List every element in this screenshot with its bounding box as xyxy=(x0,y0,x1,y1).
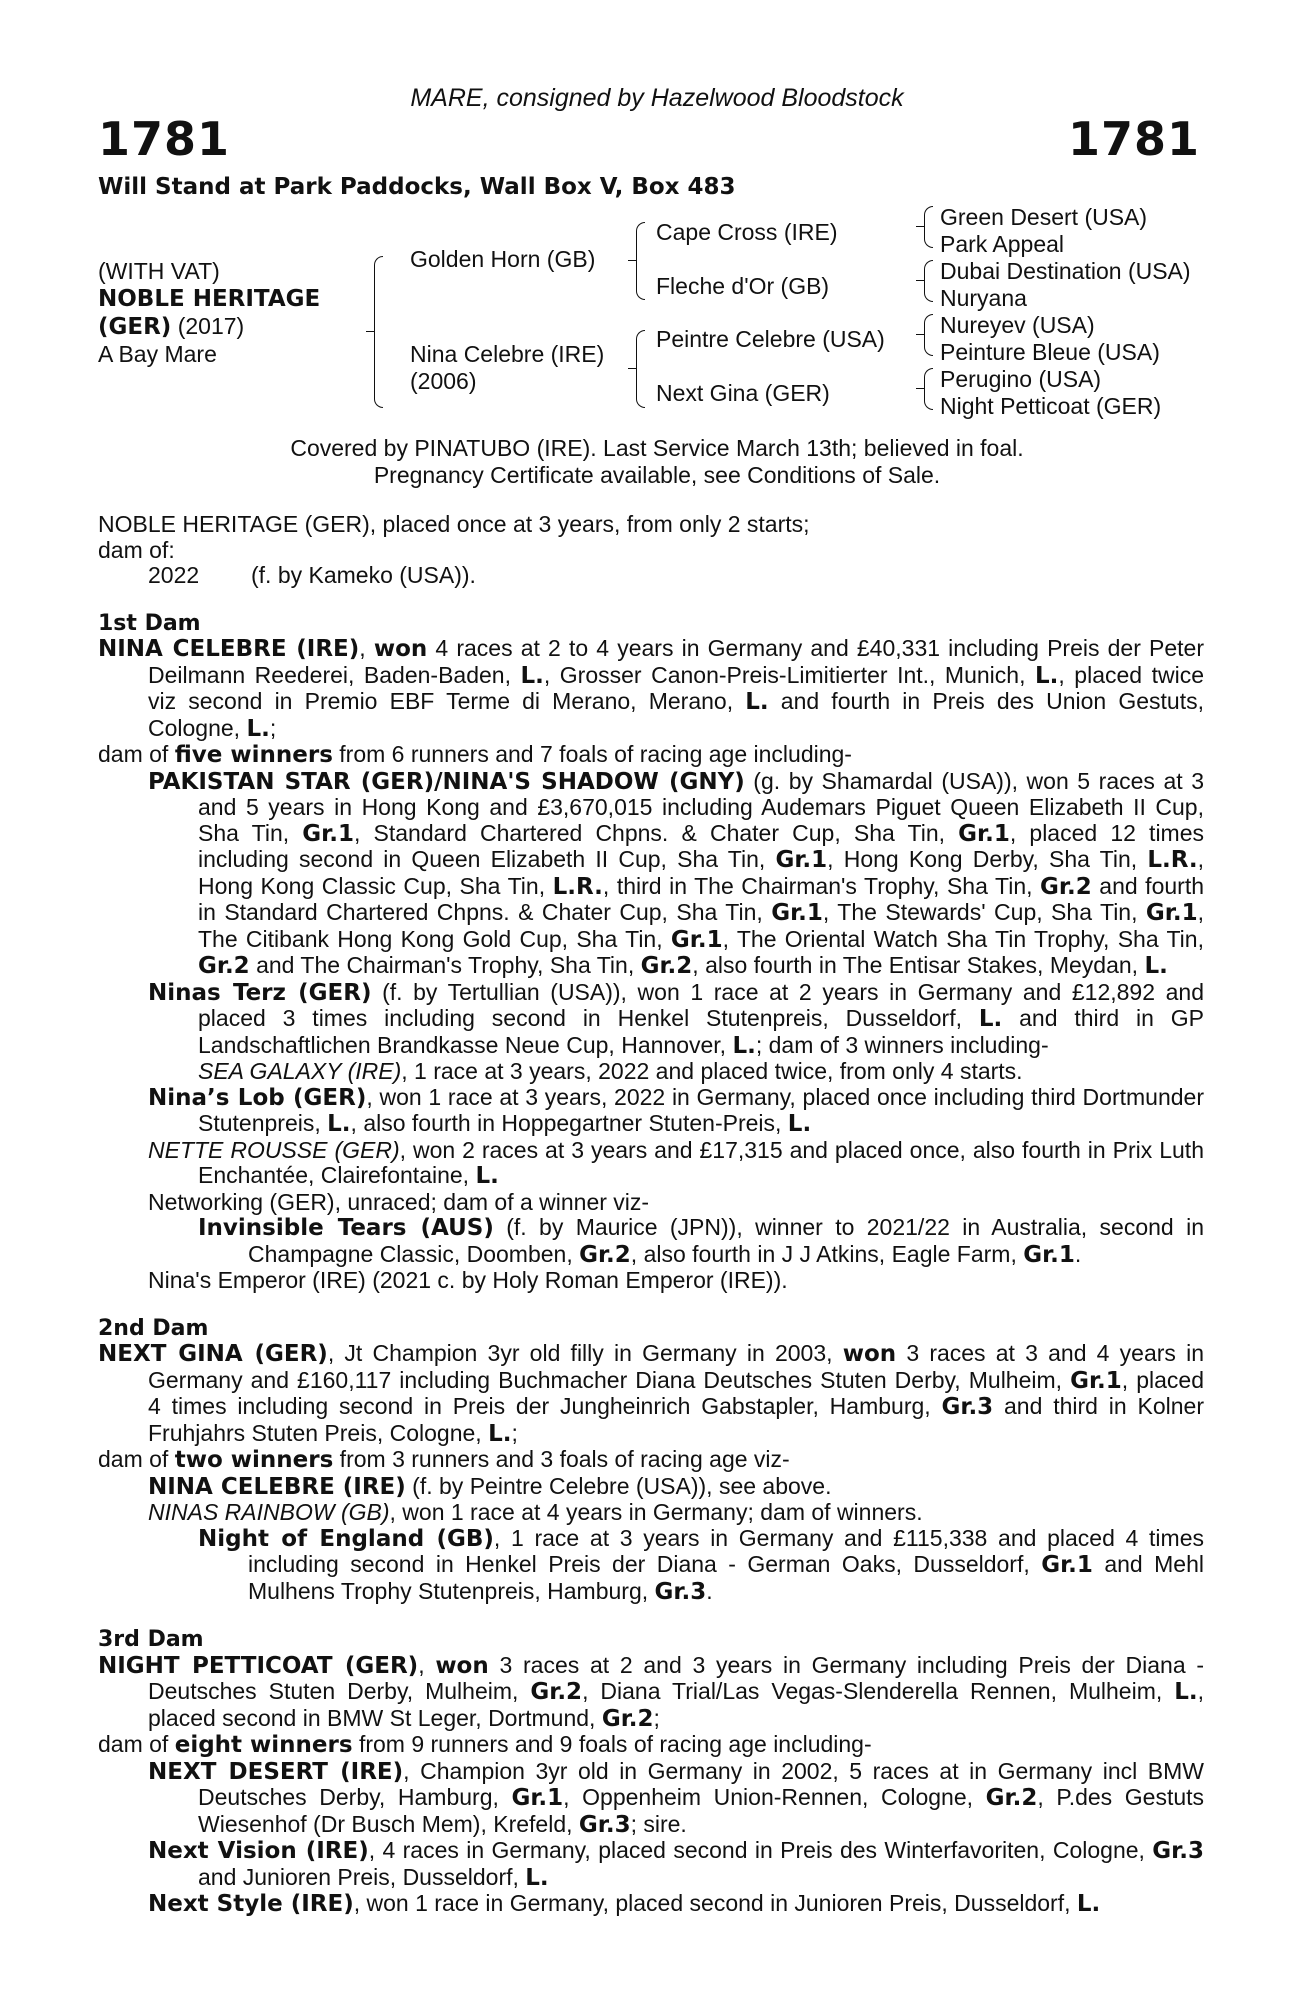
produce-name: Next Style (IRE) xyxy=(148,1891,354,1917)
text: and Junioren Preis, Dusseldorf, xyxy=(198,1863,526,1890)
text: dam of xyxy=(98,1731,175,1757)
text: (f. by Maurice (JPN)), winner to 2021/22 in Australia, second in Champagne Classic, Doomben, xyxy=(248,1214,1204,1267)
grade-tag: Gr.1 xyxy=(1145,900,1198,926)
horse-name: NOBLE HERITAGE xyxy=(98,286,321,312)
grade-tag: Gr.3 xyxy=(1152,1838,1204,1864)
intro-line-1: NOBLE HERITAGE (GER), placed once at 3 years, from only 2 starts; xyxy=(98,511,810,537)
grade-tag: Gr.1 xyxy=(958,820,1010,847)
produce-ninas-terz xyxy=(98,980,1204,1060)
text: ; xyxy=(269,714,277,741)
text: , Diana Trial/Las Vegas-Slenderella Rennen, Mulheim, xyxy=(582,1678,1175,1704)
progeny-line xyxy=(98,563,1204,589)
grade-tag: Gr.1 xyxy=(670,926,723,953)
text: , third in The Chairman's Trophy, Sha Tin, xyxy=(602,872,1041,899)
produce-sea-galaxy xyxy=(98,1059,1204,1085)
text: ; sire. xyxy=(630,1810,687,1837)
catalogue-body xyxy=(98,512,1204,1918)
text: , Hong Kong Derby, Sha Tin, xyxy=(827,846,1148,872)
text: , placed 4 times including second in Preis der Jungheinrich Gabstapler, Hamburg, xyxy=(148,1366,1204,1419)
grade-tag: Gr.2 xyxy=(601,1705,654,1732)
grade-tag: Gr.2 xyxy=(1040,873,1092,900)
grade-tag: L. xyxy=(475,1163,499,1189)
first-dam-produce-summary xyxy=(98,742,1204,769)
text: , Oppenheim Union-Rennen, Cologne, xyxy=(563,1784,986,1810)
first-dam-won: won xyxy=(373,636,428,662)
text: , The Oriental Watch Sha Tin Trophy, Sha Tin, xyxy=(722,925,1204,952)
produce-next-style xyxy=(98,1891,1204,1918)
text: , placed 12 times including second in Queen Elizabeth II Cup, Sha Tin, xyxy=(198,819,1205,872)
text: , also fourth in Hoppegartner Stuten-Preis, xyxy=(350,1110,788,1136)
covering-line-2: Pregnancy Certificate available, see Conditions of Sale. xyxy=(373,462,941,488)
grade-tag: Gr.2 xyxy=(530,1679,583,1705)
progeny-desc: (f. by Kameko (USA)). xyxy=(251,562,476,588)
pedigree-brace-g3 xyxy=(924,314,933,356)
text: , won 1 race at 3 years, 2022 in Germany, placed once including third Dortmunder Stutenpreis, xyxy=(198,1083,1204,1136)
lot-number-left: 1781 xyxy=(98,112,231,166)
text: , won 1 race in Germany, placed second in Junioren Preis, Dusseldorf, xyxy=(353,1890,1077,1916)
produce-name: NINA CELEBRE (IRE) xyxy=(148,1473,406,1500)
text: , also fourth in The Entisar Stakes, Meydan, xyxy=(692,952,1145,978)
grade-tag: Gr.2 xyxy=(198,953,250,979)
pedigree-brace-g1 xyxy=(924,206,933,248)
text: , 1 race at 3 years, 2022 and placed twice, from only 4 starts. xyxy=(401,1058,1023,1084)
grade-tag: L. xyxy=(1076,1891,1101,1917)
progeny-year: 2022 xyxy=(148,562,200,588)
second-dam-won: won xyxy=(842,1341,897,1367)
grade-tag: L. xyxy=(732,1032,756,1059)
winners-count: eight winners xyxy=(174,1732,353,1758)
text: Networking (GER), unraced; dam of a winner viz- xyxy=(148,1188,650,1215)
text: dam of xyxy=(98,1446,175,1472)
produce-name: Invinsible Tears (AUS) xyxy=(198,1215,494,1241)
first-dam-name: NINA CELEBRE (IRE) xyxy=(98,636,360,662)
grade-tag: Gr.2 xyxy=(640,953,693,979)
produce-next-vision xyxy=(98,1838,1204,1891)
second-dam-name: NEXT GINA (GER) xyxy=(98,1341,328,1367)
grade-tag: L. xyxy=(327,1111,351,1137)
text: Nina's Emperor (IRE) (2021 c. by Holy Roman Emperor (IRE)). xyxy=(148,1267,788,1293)
ancestor-6: Peinture Bleue (USA) xyxy=(940,339,1160,365)
ancestor-5: Nureyev (USA) xyxy=(940,312,1095,338)
horse-origin: (GER) xyxy=(98,314,172,340)
grade-tag: Gr.1 xyxy=(1041,1552,1093,1578)
text: , 4 races in Germany, placed second in Preis des Winterfavoriten, Cologne, xyxy=(368,1837,1153,1863)
grade-tag: Gr.1 xyxy=(1023,1241,1075,1268)
text: , 1 race at 3 years in Germany and £115,338 and placed 4 times including second in Henkel Preis der Diana - German Oaks, Dusseldorf, xyxy=(248,1524,1204,1577)
dam-name: Nina Celebre (IRE) xyxy=(410,341,605,367)
grade-tag: Gr.1 xyxy=(771,900,823,926)
produce-invinsible-tears xyxy=(98,1215,1204,1268)
text: 4 races at 2 to 4 years in Germany and £40,331 including Preis der Peter Deilmann Reederei, Baden-Baden, xyxy=(148,635,1204,688)
second-dam-produce-summary xyxy=(98,1447,1204,1474)
pedigree-brace-dam xyxy=(636,330,645,408)
pedigree-brace-g2 xyxy=(924,260,933,302)
grade-tag: L. xyxy=(488,1420,512,1447)
listed-tag: L. xyxy=(745,689,769,715)
intro-line-2: dam of: xyxy=(98,536,175,563)
ancestor-4: Nuryana xyxy=(940,285,1027,311)
first-dam-heading: 1st Dam xyxy=(98,610,201,636)
text: 3 races at 2 and 3 years in Germany including Preis der Diana - Deutsches Stuten Derby, Mulheim, xyxy=(148,1651,1205,1704)
pedigree-brace-g2-point xyxy=(916,280,924,281)
second-dam-heading: 2nd Dam xyxy=(98,1315,209,1341)
ancestor-1: Green Desert (USA) xyxy=(940,204,1148,230)
text: and The Chairman's Trophy, Sha Tin, xyxy=(249,952,641,978)
third-dam-heading: 3rd Dam xyxy=(98,1627,204,1652)
grade-tag: L. xyxy=(787,1111,812,1137)
listed-tag: L. xyxy=(246,715,270,742)
first-dam-record: NINA CELEBRE (IRE), won 4 races at 2 to 4 years in Germany and £40,331 including Preis der Peter Deilmann Reederei, Baden-Baden, L., Grosser Canon-Preis-Limitierter Int., Munich, L., placed twice viz second in Premio EBF Terme di Merano, Merano, L. and fourth in Preis des Union Gestuts, Cologne, L.; xyxy=(98,635,1204,742)
produce-name: NETTE ROUSSE (GER) xyxy=(148,1136,400,1163)
produce-name: PAKISTAN STAR (GER)/NINA'S SHADOW (GNY) xyxy=(148,768,745,795)
text: . xyxy=(1074,1240,1082,1267)
produce-ninas-emperor xyxy=(98,1268,1204,1294)
text: , won 2 races at 3 years and £17,315 and placed once, also fourth in Prix Luth Enchantée, Clairefontaine, xyxy=(198,1136,1204,1188)
produce-pakistan-star xyxy=(98,769,1204,980)
produce-nette-rousse xyxy=(98,1138,1204,1190)
text: and third in Kolner Fruhjahrs Stuten Preis, Cologne, xyxy=(148,1393,1204,1446)
spacer xyxy=(98,589,1204,611)
text: , The Citibank Hong Kong Gold Cup, Sha Tin, xyxy=(198,899,1204,952)
text: , Champion 3yr old in Germany in 2002, 5 races at in Germany incl BMW Deutsches Derby, Hamburg, xyxy=(198,1757,1204,1810)
grade-tag: L.R. xyxy=(1147,847,1198,873)
grade-tag: Gr.3 xyxy=(654,1578,707,1605)
grade-tag: L. xyxy=(1144,953,1168,979)
text: ; dam of 3 winners including- xyxy=(755,1031,1049,1058)
third-dam-record: NIGHT PETTICOAT (GER), won 3 races at 2 and 3 years in Germany including Preis der Diana - Deutsches Stuten Derby, Mulheim, Gr.2, Diana Trial/Las Vegas-Slenderella Rennen, Mulheim, L., placed second in BMW St Leger, Dortmund, Gr.2; xyxy=(98,1651,1205,1732)
ancestor-2: Park Appeal xyxy=(940,231,1065,257)
horse-origin-line xyxy=(98,313,368,341)
text: , won 1 race at 4 years in Germany; dam of winners. xyxy=(389,1499,923,1525)
grade-tag: Gr.1 xyxy=(1070,1367,1122,1394)
grade-tag: L. xyxy=(525,1864,549,1891)
pedigree-brace-g4-point xyxy=(916,388,924,389)
pedigree-brace-sire-point xyxy=(628,260,636,261)
grade-tag: L. xyxy=(1174,1679,1198,1705)
ancestor-8: Night Petticoat (GER) xyxy=(940,393,1162,419)
text: from 3 runners and 3 foals of racing age viz- xyxy=(333,1446,790,1472)
horse-year: (2017) xyxy=(171,313,245,339)
pedigree-brace-g3-point xyxy=(916,334,924,335)
grade-tag: Gr.2 xyxy=(579,1241,631,1268)
pedigree-brace-dam-point xyxy=(628,368,636,369)
second-dam-record xyxy=(98,1341,1204,1447)
grade-tag: L.R. xyxy=(552,873,603,900)
dam-year: (2006) xyxy=(410,368,477,394)
pedigree-brace-main xyxy=(374,256,383,408)
listed-tag: L. xyxy=(1034,662,1059,689)
listed-tag: L. xyxy=(520,662,544,689)
pedigree-brace-g4 xyxy=(924,368,933,410)
consignment-line: MARE, consigned by Hazelwood Bloodstock xyxy=(410,84,904,112)
horse-name-line xyxy=(98,285,368,313)
horse-description: A Bay Mare xyxy=(98,341,217,367)
pedigree-brace-main-point xyxy=(366,331,374,332)
sire-dam-name: Fleche d'Or (GB) xyxy=(656,273,830,299)
spacer xyxy=(98,1605,1204,1627)
vat-note: (WITH VAT) xyxy=(98,258,220,284)
text: , also fourth in J J Atkins, Eagle Farm, xyxy=(630,1240,1024,1267)
grade-tag: Gr.1 xyxy=(775,847,828,873)
text: and third in GP Landschaftlichen Brandkasse Neue Cup, Hannover, xyxy=(198,1005,1204,1058)
produce-networking xyxy=(98,1190,1204,1216)
text: , placed twice viz second in Premio EBF Terme di Merano, Merano, xyxy=(148,661,1204,714)
dam-dam-name: Next Gina (GER) xyxy=(656,380,830,406)
ancestor-7: Perugino (USA) xyxy=(940,366,1102,392)
produce-name: Nina’s Lob (GER) xyxy=(148,1084,367,1111)
dam-sire-name: Peintre Celebre (USA) xyxy=(656,326,885,352)
produce-nina-celebre xyxy=(98,1474,1204,1501)
produce-name: NINAS RAINBOW (GB) xyxy=(148,1499,390,1525)
text: . xyxy=(706,1577,713,1604)
text: and Mehl Mulhens Trophy Stutenpreis, Hamburg, xyxy=(248,1551,1204,1604)
stand-location: Will Stand at Park Paddocks, Wall Box V, Box 483 xyxy=(98,174,736,200)
text: from 6 runners and 7 foals of racing age including- xyxy=(332,741,852,767)
lot-number-right: 1781 xyxy=(1067,112,1200,166)
text: (f. by Peintre Celebre (USA)), see above. xyxy=(405,1472,832,1499)
grade-tag: Gr.1 xyxy=(302,820,354,847)
produce-ninas-rainbow xyxy=(98,1500,1204,1526)
spacer xyxy=(98,1294,1204,1316)
grade-tag: Gr.1 xyxy=(511,1785,564,1811)
winners-count: five winners xyxy=(174,742,333,768)
sire-sire-name: Cape Cross (IRE) xyxy=(656,219,838,245)
text: and fourth in Standard Chartered Chpns. & Chater Cup, Sha Tin, xyxy=(198,872,1204,925)
text: , Standard Chartered Chpns. & Chater Cup, Sha Tin, xyxy=(353,819,959,846)
text: , The Stewards' Cup, Sha Tin, xyxy=(822,899,1146,925)
text: ; xyxy=(511,1419,518,1446)
text: and fourth in Preis des Union Gestuts, Cologne, xyxy=(148,688,1204,741)
third-dam-won: won xyxy=(435,1652,489,1679)
text: ; xyxy=(653,1704,660,1731)
text: , Jt Champion 3yr old filly in Germany in 2003, xyxy=(327,1340,843,1366)
text: 3 races at 3 and 4 years in Germany and £160,117 including Buchmacher Diana Deutsches Stuten Derby, Mulheim, xyxy=(148,1340,1205,1393)
text: (g. by Shamardal (USA)), won 5 races at 3 and 5 years in Hong Kong and £3,670,015 including Audemars Piguet Queen Elizabeth II Cup, Sha Tin, xyxy=(198,767,1204,846)
produce-name: Ninas Terz (GER) xyxy=(148,979,372,1006)
pedigree-brace-sire xyxy=(636,222,645,300)
pedigree-brace-g1-point xyxy=(916,226,924,227)
produce-night-of-england xyxy=(98,1526,1204,1606)
produce-next-desert xyxy=(98,1759,1204,1839)
produce-name: Night of England (GB) xyxy=(198,1525,494,1552)
text: , Grosser Canon-Preis-Limitierter Int., Munich, xyxy=(543,661,1035,688)
grade-tag: L. xyxy=(978,1006,1003,1032)
grade-tag: Gr.3 xyxy=(578,1811,631,1838)
produce-name: Next Vision (IRE) xyxy=(148,1838,369,1864)
produce-name: SEA GALAXY (IRE) xyxy=(198,1058,402,1084)
text: , placed second in BMW St Leger, Dortmund, xyxy=(148,1678,1205,1731)
produce-ninas-lob xyxy=(98,1085,1204,1138)
covering-note xyxy=(0,435,1314,489)
third-dam-name: NIGHT PETTICOAT (GER) xyxy=(98,1652,419,1679)
third-dam-produce-summary xyxy=(98,1732,1204,1759)
grade-tag: Gr.3 xyxy=(941,1394,994,1420)
text: (f. by Tertullian (USA)), won 1 race at 2 years in Germany and £12,892 and placed 3 times including second in Henkel Stutenpreis, Dusseldorf, xyxy=(198,978,1204,1031)
ancestor-3: Dubai Destination (USA) xyxy=(940,258,1191,284)
horse-identity xyxy=(98,258,368,368)
text: from 9 runners and 9 foals of racing age including- xyxy=(352,1731,872,1757)
produce-name: NEXT DESERT (IRE) xyxy=(148,1758,404,1785)
text: dam of xyxy=(98,741,175,767)
text: , P.des Gestuts Wiesenhof (Dr Busch Mem), Krefeld, xyxy=(198,1784,1205,1837)
text: , Hong Kong Classic Cup, Sha Tin, xyxy=(198,846,1204,899)
sire-name: Golden Horn (GB) xyxy=(410,246,596,272)
grade-tag: Gr.2 xyxy=(985,1785,1038,1811)
covering-line-1: Covered by PINATUBO (IRE). Last Service March 13th; believed in foal. xyxy=(290,435,1024,461)
winners-count: two winners xyxy=(174,1447,334,1473)
